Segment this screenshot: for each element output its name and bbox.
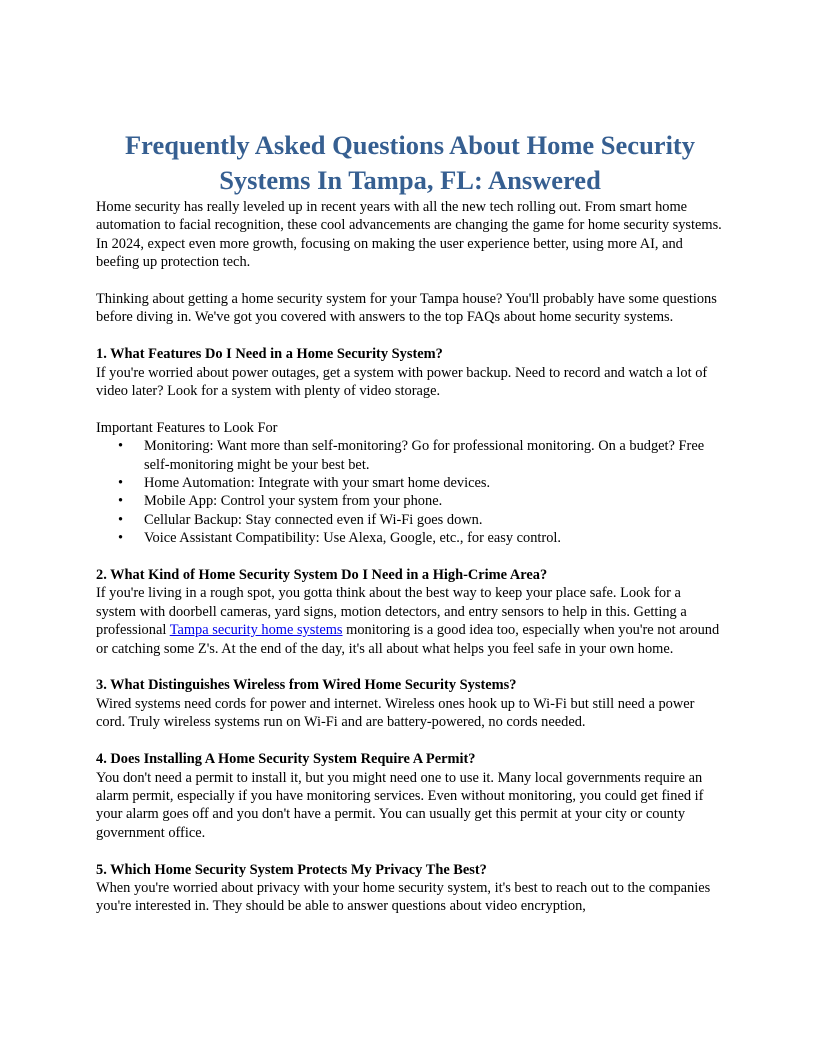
- faq-1-question: 1. What Features Do I Need in a Home Security System?: [96, 346, 443, 363]
- spacer: [96, 842, 724, 860]
- faq-5-answer: When you're worried about privacy with your home security system, it's best to reach out to the companies you're interested in. They should be able to answer questions about video encryption,: [96, 879, 711, 915]
- list-item: • Cellular Backup: Stay connected even if Wi-Fi goes down.: [118, 511, 483, 528]
- faq-1-list-heading: Important Features to Look For: [96, 419, 278, 436]
- list-item: • Monitoring: Want more than self-monitoring? Go for professional monitoring. On a budget? Free self-monitoring might be your best bet.: [118, 438, 705, 473]
- faq-2-answer: If you're living in a rough spot, you gotta think about the best way to keep your place safe. Look for a system with doorbell cameras, yard signs, motion detectors, and entry sensors to help in this. Getting a professional Tampa security home systems monitoring is a good idea too, especially when you're not around or catching some Z's. At the end of the day, it's all about what helps you feel safe in your own home.: [96, 585, 720, 657]
- spacer: [96, 548, 724, 566]
- spacer: [96, 327, 724, 345]
- tampa-security-link[interactable]: Tampa security home systems: [169, 622, 343, 639]
- faq-1-answer: If you're worried about power outages, get a system with power backup. Need to record and watch a lot of video later? Look for a system with plenty of video storage.: [96, 364, 708, 400]
- faq-5-question: 5. Which Home Security System Protects My Privacy The Best?: [96, 861, 487, 878]
- spacer: [96, 658, 724, 676]
- features-list: [96, 437, 724, 547]
- list-item: • Mobile App: Control your system from your phone.: [118, 493, 443, 510]
- page-title-line-1: Frequently Asked Questions About Home Security: [124, 130, 696, 160]
- faq-4-question: 4. Does Installing A Home Security System Require A Permit?: [96, 751, 476, 768]
- page-title: [96, 128, 724, 198]
- spacer: [96, 400, 724, 418]
- intro-paragraph-2: Thinking about getting a home security system for your Tampa house? You'll probably have some questions before diving in. We've got you covered with answers to the top FAQs about home security systems.: [96, 291, 717, 326]
- faq-3-answer: Wired systems need cords for power and internet. Wireless ones hook up to Wi-Fi but still need a power cord. Truly wireless systems run on Wi-Fi and are battery-powered, no cords needed.: [96, 695, 695, 731]
- list-item: • Voice Assistant Compatibility: Use Alexa, Google, etc., for easy control.: [118, 530, 561, 547]
- bullet-icon: •: [118, 475, 124, 492]
- faq-2-question: 2. What Kind of Home Security System Do I Need in a High-Crime Area?: [96, 567, 548, 584]
- bullet-icon: •: [118, 493, 124, 510]
- list-item: • Home Automation: Integrate with your smart home devices.: [118, 475, 491, 492]
- document-page: [96, 128, 724, 916]
- spacer: [96, 272, 724, 290]
- spacer: [96, 732, 724, 750]
- bullet-icon: •: [118, 511, 124, 528]
- faq-4-answer: You don't need a permit to install it, but you might need one to use it. Many local governments require an alarm permit, especially if you have monitoring services. Even without monitoring, you could get fined if your alarm goes off and you don't have a permit. You can usually get this permit at your city or county government office.: [96, 769, 704, 841]
- faq-3-question: 3. What Distinguishes Wireless from Wired Home Security Systems?: [96, 677, 517, 694]
- page-title-line-2: Systems In Tampa, FL: Answered: [219, 165, 601, 195]
- intro-paragraph-1: Home security has really leveled up in recent years with all the new tech rolling out. From smart home automation to facial recognition, these cool advancements are changing the game for home security systems. In 2024, expect even more growth, focusing on making the user experience better, using more AI, and beefing up protection tech.: [96, 199, 722, 271]
- bullet-icon: •: [118, 438, 124, 455]
- bullet-icon: •: [118, 530, 124, 547]
